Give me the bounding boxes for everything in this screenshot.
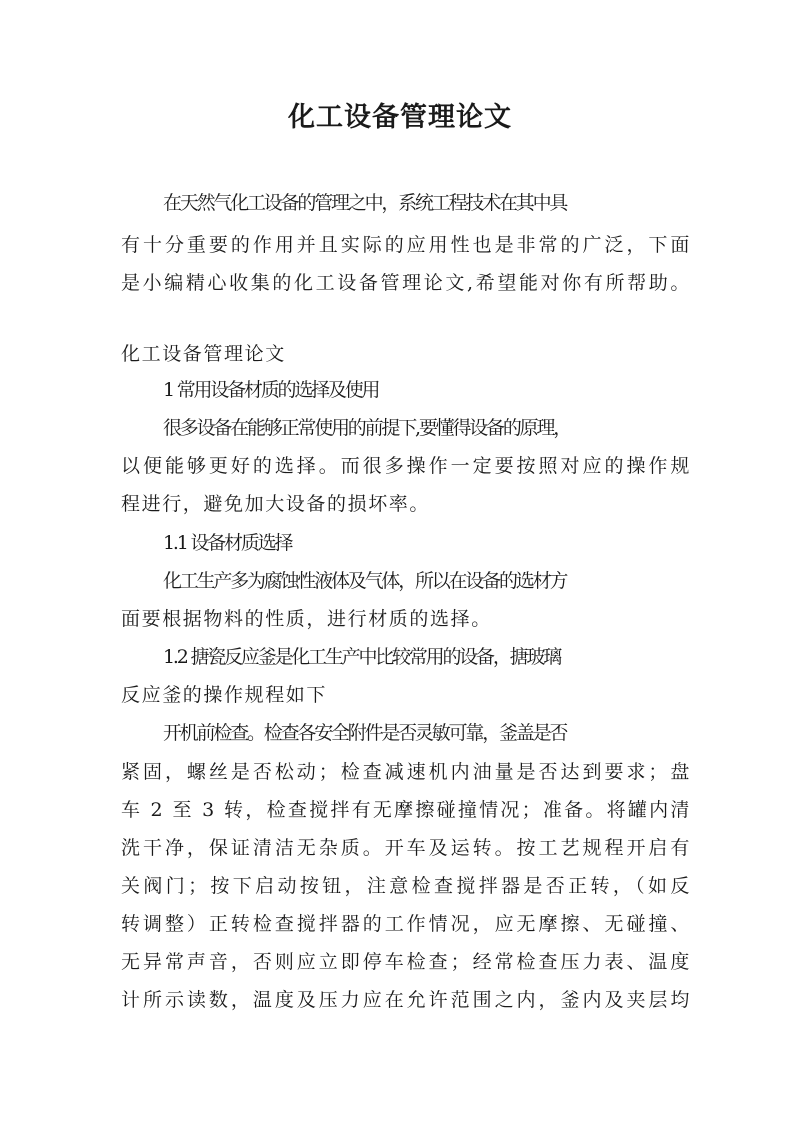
paragraph-line: 化工生产多为腐蚀性液体及气体，所以在设备的选材方 — [163, 570, 567, 592]
paragraph-line: 无异常声音，否则应立即停车检查；经常检查压力表、温度 — [121, 951, 691, 973]
paragraph-line: 转调整）正转检查搅拌器的工作情况，应无摩擦、无碰撞、 — [121, 913, 691, 935]
page-title: 化工设备管理论文 — [288, 102, 512, 133]
paragraph-line: 在天然气化工设备的管理之中，系统工程技术在其中具 — [163, 192, 567, 214]
section-heading: 化工设备管理论文 — [121, 343, 286, 365]
paragraph-line: 程进行，避免加大设备的损坏率。 — [121, 493, 431, 515]
paragraph-line: 紧固，螺丝是否松动；检查减速机内油量是否达到要求；盘 — [121, 761, 691, 783]
paragraph-line: 车 2 至 3 转，检查搅拌有无摩擦碰撞情况；准备。将罐内清 — [121, 799, 691, 821]
paragraph-line: 是小编精心收集的化工设备管理论文,希望能对你有所帮助。 — [121, 272, 691, 294]
subsection-heading: 1 常用设备材质的选择及使用 — [163, 379, 379, 401]
paragraph-line: 反应釜的操作规程如下 — [121, 684, 328, 706]
paragraph-line: 很多设备在能够正常使用的前提下,要懂得设备的原理， — [163, 417, 571, 439]
paragraph-line: 开机前检查。检查各安全附件是否灵敏可靠，釜盖是否 — [163, 722, 567, 744]
paragraph-line: 有十分重要的作用并且实际的应用性也是非常的广泛，下面 — [121, 234, 691, 256]
paragraph-line: 以便能够更好的选择。而很多操作一定要按照对应的操作规 — [121, 455, 691, 477]
paragraph-line: 洗干净，保证清洁无杂质。开车及运转。按工艺规程开启有 — [121, 837, 691, 859]
paragraph-line: 关阀门；按下启动按钮，注意检查搅拌器是否正转，（如反 — [121, 875, 691, 897]
paragraph-line: 面要根据物料的性质，进行材质的选择。 — [121, 608, 492, 630]
subsection-heading: 1.2 搪瓷反应釜是化工生产中比较常用的设备，搪玻璃 — [163, 646, 561, 668]
subsection-heading: 1.1 设备材质选择 — [163, 532, 292, 554]
paragraph-line: 计所示读数，温度及压力应在允许范围之内，釜内及夹层均 — [121, 989, 691, 1011]
